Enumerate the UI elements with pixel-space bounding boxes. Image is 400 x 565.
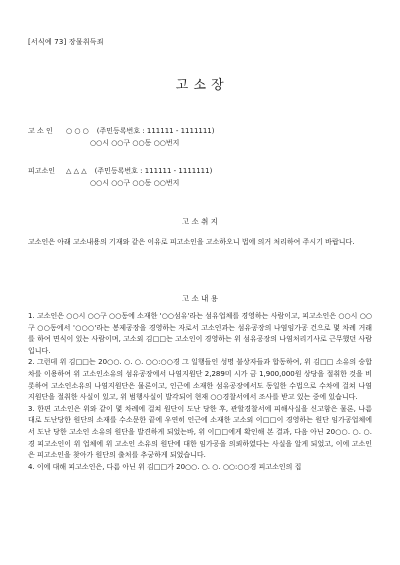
- content-body: [28, 311, 372, 473]
- accused-name-line: [66, 166, 212, 176]
- accused-address: ○○시 ○○구 ○○동 ○○번지: [90, 179, 180, 187]
- purpose-heading: 고 소 취 지: [181, 217, 219, 226]
- content-heading: 고 소 내 용: [181, 294, 219, 303]
- complainant-name: ○ ○ ○: [66, 127, 89, 135]
- content-paragraph-3: 3. 한편 고소인은 위와 같이 몇 차례에 걸쳐 원단이 도난 당한 후, 관할경찰서에 피해사실을 신고함은 물론, 나름대로 도난당한 원단의 소재를 수소문한 끝에 우연히 인근에 소재한 고소외 이□□이 경영하는 원단 임가공업체에서 도난 당한 고소인 소유의 원단을 발견하게 되었는바, 위 이□□에게 확인해 본 결과, 다음 아닌 20○○. ○. ○.경 피고소인이 위 업체에 위 고소인 소유의 원단에 대한 임가공을 의뢰하였다는 사실을 알게 되었고, 이에 고소인은 피고소인을 찾아가 원단의 출처를 추궁하게 되었습니다.: [28, 404, 372, 460]
- content-paragraph-1: 1. 고소인은 ○○시 ○○구 ○○동에 소재한 '○○섬유'라는 섬유업체를 경영하는 사람이고, 피고소인은 ○○시 ○○구 ○○동에서 '○○○'라는 봉제공장을 경영하는 자로서 고소인과는 섬유공장의 나염임가공 건으로 몇 차례 거래를 하여 면식이 있는 사람이며, 고소외 김□□는 고소인이 경영하는 위 섬유공장의 나염처리기사로 근무했던 사람입니다.: [28, 312, 372, 355]
- accused-id-number: (주민등록번호 : 111111 - 1111111): [94, 167, 213, 175]
- complainant-name-line: [66, 126, 215, 136]
- form-number: [서식예 73] 장물취득죄: [28, 38, 104, 46]
- complainant-label: 고 소 인: [28, 127, 53, 135]
- accused-label: 피고소인: [28, 167, 56, 175]
- document-title: 고 소 장: [175, 78, 225, 93]
- accused-name: △ △ △: [66, 167, 87, 175]
- purpose-text: [28, 237, 372, 249]
- content-paragraph-2: 2. 그런데 위 김□□는 20○○. ○. ○. ○○:○○경 그 일행들인 성명 불상자들과 합동하여, 위 김□□ 소유의 승합차를 이용하여 위 고소인소유의 섬유공장에서 나염지원단 2,289미 시가 금 1,900,000원 상당을 절취한 것을 비롯하여 고소인소유의 나염지원단은 물론이고, 인근에 소재한 섬유공장에서도 동일한 수법으로 수차에 걸쳐 나염지원단을 절취한 사실이 있고, 위 범행사실이 발각되어 현재 ○○경찰서에서 조사를 받고 있는 중에 있습니다.: [28, 358, 372, 402]
- purpose-paragraph: 고소인은 아래 고소내용의 기재와 같은 이유로 피고소인을 고소하오니 법에 의거 처리하여 주시기 바랍니다.: [28, 238, 355, 246]
- complainant-id-number: (주민등록번호 : 111111 - 1111111): [96, 127, 215, 135]
- content-paragraph-4: 4. 이에 대해 피고소인은, 다름 아닌 위 김□□가 20○○. ○. ○. ○○:○○경 피고소인의 집: [28, 462, 302, 471]
- complainant-address: ○○시 ○○구 ○○동 ○○번지: [90, 139, 180, 147]
